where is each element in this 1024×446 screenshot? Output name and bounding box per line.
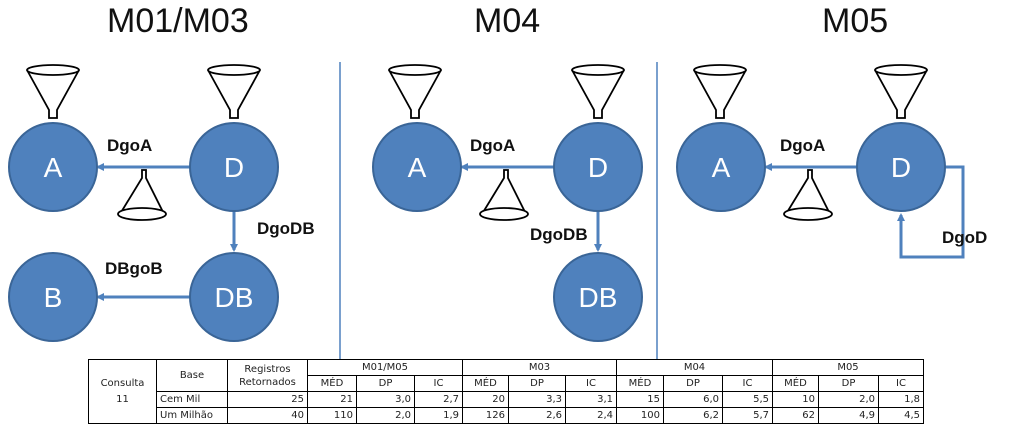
group-header: M04 xyxy=(617,360,773,376)
value-cell: 2,4 xyxy=(566,408,617,424)
value-cell: 5,7 xyxy=(723,408,773,424)
registros-header: Registros Retornados xyxy=(228,360,308,392)
value-cell: 1,8 xyxy=(879,392,924,408)
metric-header: DP xyxy=(664,376,723,392)
node-db-label: DB xyxy=(214,282,254,313)
edge-label-dbgob: DBgoB xyxy=(105,259,163,278)
value-cell: 21 xyxy=(308,392,357,408)
funnel-icon xyxy=(389,65,441,118)
value-cell: 4,9 xyxy=(819,408,879,424)
base-header: Base xyxy=(157,360,228,392)
edge-label-dgoa: DgoA xyxy=(107,136,153,155)
table-row xyxy=(89,392,924,408)
funnel-inverted-icon xyxy=(784,170,832,220)
value-cell: 6,2 xyxy=(664,408,723,424)
metric-header: MÉD xyxy=(463,376,509,392)
value-cell: 2,7 xyxy=(415,392,463,408)
metric-header: DP xyxy=(819,376,879,392)
title-m01-m03: M01/M03 xyxy=(107,2,249,40)
title-m05: M05 xyxy=(822,2,889,40)
node-d-label: D xyxy=(587,152,609,183)
node-d-label: D xyxy=(223,152,245,183)
value-cell: 100 xyxy=(617,408,664,424)
node-a-label: A xyxy=(43,152,63,183)
edge-label-dgod: DgoD xyxy=(942,228,988,247)
value-cell: 62 xyxy=(773,408,819,424)
value-cell: 2,0 xyxy=(357,408,415,424)
node-a-label: A xyxy=(711,152,731,183)
value-cell: 2,6 xyxy=(509,408,566,424)
value-cell: 110 xyxy=(308,408,357,424)
funnel-icon xyxy=(875,65,927,118)
funnel-inverted-icon xyxy=(118,170,166,220)
metric-header: DP xyxy=(357,376,415,392)
value-cell: 3,3 xyxy=(509,392,566,408)
value-cell: 20 xyxy=(463,392,509,408)
group-header: M01/M05 xyxy=(308,360,463,376)
registros-cell: 40 xyxy=(228,408,308,424)
value-cell: 5,5 xyxy=(723,392,773,408)
value-cell: 4,5 xyxy=(879,408,924,424)
value-cell: 10 xyxy=(773,392,819,408)
metric-header: MÉD xyxy=(773,376,819,392)
edge-label-dgoa: DgoA xyxy=(780,136,826,155)
value-cell: 15 xyxy=(617,392,664,408)
edge-label-dgodb: DgoDB xyxy=(530,225,588,244)
funnel-inverted-icon xyxy=(480,170,528,220)
funnel-icon xyxy=(27,65,79,118)
value-cell: 3,1 xyxy=(566,392,617,408)
funnel-icon xyxy=(694,65,746,118)
edge-label-dgodb: DgoDB xyxy=(257,219,315,238)
metric-header: IC xyxy=(415,376,463,392)
value-cell: 126 xyxy=(463,408,509,424)
node-d-label: D xyxy=(890,152,912,183)
metric-header: MÉD xyxy=(617,376,664,392)
metric-header: IC xyxy=(566,376,617,392)
table-row xyxy=(89,408,924,424)
group-header: M05 xyxy=(773,360,924,376)
node-db-label: DB xyxy=(578,282,618,313)
value-cell: 3,0 xyxy=(357,392,415,408)
metric-header: IC xyxy=(723,376,773,392)
metric-header: MÉD xyxy=(308,376,357,392)
consulta-cell: Consulta 11 xyxy=(89,360,157,424)
value-cell: 1,9 xyxy=(415,408,463,424)
funnel-icon xyxy=(208,65,260,118)
funnel-icon xyxy=(572,65,624,118)
base-cell: Cem Mil xyxy=(157,392,228,408)
metric-header: DP xyxy=(509,376,566,392)
value-cell: 2,0 xyxy=(819,392,879,408)
node-a-label: A xyxy=(407,152,427,183)
results-table xyxy=(88,359,924,424)
metric-header: IC xyxy=(879,376,924,392)
group-header: M03 xyxy=(463,360,617,376)
node-b-label: B xyxy=(43,282,63,313)
title-m04: M04 xyxy=(474,2,541,40)
edge-label-dgoa: DgoA xyxy=(470,136,516,155)
registros-cell: 25 xyxy=(228,392,308,408)
value-cell: 6,0 xyxy=(664,392,723,408)
base-cell: Um Milhão xyxy=(157,408,228,424)
